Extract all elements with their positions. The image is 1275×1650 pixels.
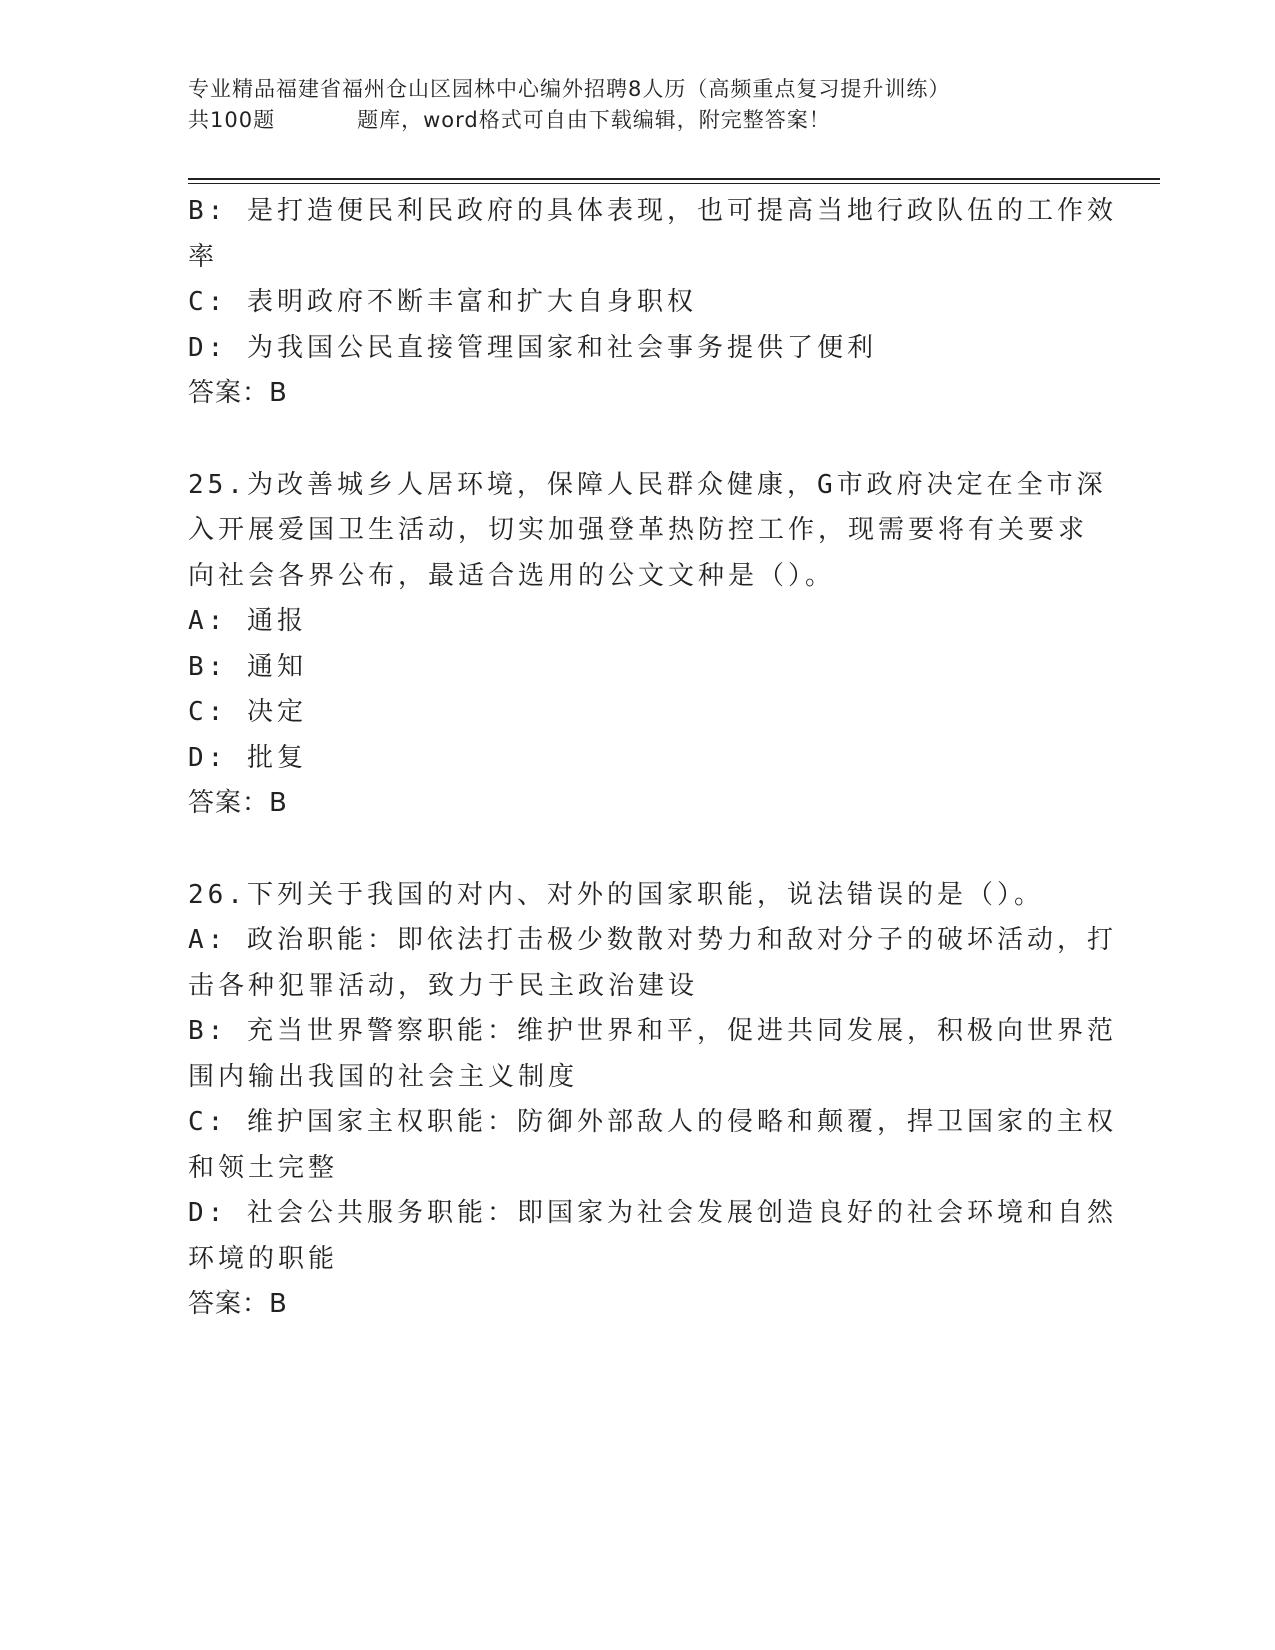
question-24-tail bbox=[188, 189, 1117, 417]
header-divider-thin bbox=[188, 183, 1160, 184]
option-b-line1: B: 充当世界警察职能：维护世界和平，促进共同发展，积极向世界范 bbox=[188, 1016, 1117, 1046]
option-d-line1: D: 社会公共服务职能：即国家为社会发展创造良好的社会环境和自然 bbox=[188, 1198, 1117, 1228]
option-a: A: 通报 bbox=[188, 606, 307, 636]
option-a-line2: 击各种犯罪活动，致力于民主政治建设 bbox=[188, 970, 699, 1001]
option-c-line1: C: 维护国家主权职能：防御外部敌人的侵略和颠覆，捍卫国家的主权 bbox=[188, 1107, 1117, 1137]
header-question-count: 共100题 bbox=[188, 108, 276, 132]
option-b-line1: B: 是打造便民利民政府的具体表现，也可提高当地行政队伍的工作效 bbox=[188, 196, 1117, 226]
option-b: B: 通知 bbox=[188, 651, 307, 682]
answer: 答案：B bbox=[188, 1289, 288, 1319]
question-26 bbox=[188, 873, 1117, 1328]
option-d-line2: 环境的职能 bbox=[188, 1243, 339, 1274]
answer: 答案：B bbox=[188, 788, 288, 818]
question-stem-line2: 入开展爱国卫生活动，切实加强登革热防控工作，现需要将有关要求 bbox=[188, 515, 1089, 545]
header-divider-thick bbox=[188, 178, 1160, 180]
answer: 答案：B bbox=[188, 378, 288, 408]
question-stem-line3: 向社会各界公布，最适合选用的公文文种是（）。 bbox=[188, 560, 836, 591]
question-stem: 26.下列关于我国的对内、对外的国家职能，说法错误的是（）。 bbox=[188, 879, 1044, 910]
option-b-line2: 围内输出我国的社会主义制度 bbox=[188, 1061, 579, 1092]
header-title-line1: 专业精品福建省福州仓山区园林中心编外招聘8人历（高频重点复习提升训练） bbox=[188, 77, 951, 101]
header-title-line2 bbox=[188, 105, 1088, 136]
option-c: C: 表明政府不断丰富和扩大自身职权 bbox=[188, 287, 697, 317]
document-body bbox=[188, 189, 1117, 1328]
option-c-line2: 和领土完整 bbox=[188, 1152, 339, 1183]
option-c: C: 决定 bbox=[188, 697, 307, 727]
option-d: D: 为我国公民直接管理国家和社会事务提供了便利 bbox=[188, 332, 877, 363]
option-b-line2: 率 bbox=[188, 241, 219, 272]
page-header bbox=[188, 74, 1088, 136]
option-d: D: 批复 bbox=[188, 742, 307, 773]
header-description: 题库，word格式可自由下载编辑，附完整答案！ bbox=[357, 108, 831, 132]
question-stem-line1: 25.为改善城乡人居环境，保障人民群众健康，G市政府决定在全市深 bbox=[188, 469, 1107, 500]
question-25 bbox=[188, 463, 1107, 827]
option-a-line1: A: 政治职能：即依法打击极少数散对势力和敌对分子的破坏活动，打 bbox=[188, 925, 1117, 955]
